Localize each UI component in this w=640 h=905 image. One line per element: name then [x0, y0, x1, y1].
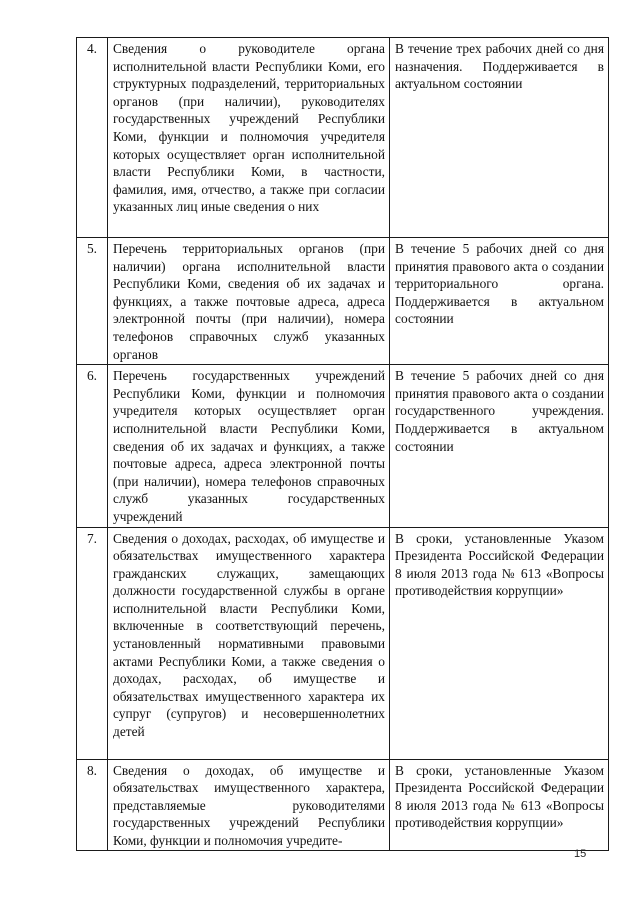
row-description: Перечень территориальных органов (при наличии) органа исполнительной власти Республики Коми, сведения об их задачах и функциях, а также почтовые адреса, адреса электронной почты (при наличии), номера телефонов справочных служб указанных органов	[108, 238, 390, 365]
row-number: 7.	[77, 527, 108, 759]
table-row	[77, 365, 609, 527]
page-number: 15	[574, 848, 587, 860]
table-row	[77, 759, 609, 851]
row-number: 8.	[77, 759, 108, 851]
table-row	[77, 527, 609, 759]
row-number: 4.	[77, 38, 108, 238]
row-description: Сведения о доходах, расходах, об имуществе и обязательствах имущественного характера гражданских служащих, замещающих должности государственной службы в органе исполнительной власти Республики Коми, включенные в соответствующий перечень, установленный нормативными правовыми актами Республики Коми, а также сведения о доходах, расходах, об имуществе и обязательствах имущественного характера их супруг (супругов) и несовершеннолетних детей	[108, 527, 390, 759]
row-description: Сведения о доходах, об имуществе и обязательствах имущественного характера, представляемые руководителями государственных учреждений Республики Коми, функции и полномочия учредите-	[108, 759, 390, 851]
row-number: 6.	[77, 365, 108, 527]
table-row	[77, 38, 609, 238]
row-term: В течение 5 рабочих дней со дня принятия правового акта о создании территориального органа. Поддерживается в актуальном состоянии	[390, 238, 609, 365]
row-description: Сведения о руководителе органа исполнительной власти Республики Коми, его структурных подразделений, территориальных органов (при наличии), руководителях государственных учреждений Республики Коми, функции и полномочия учредителя которых осуществляет орган исполнительной власти Республики Коми, в частности, фамилия, имя, отчество, а также при согласии указанных лиц иные сведения о них	[108, 38, 390, 238]
table-row	[77, 238, 609, 365]
row-term: В сроки, установленные Указом Президента Российской Федерации 8 июля 2013 года № 613 «Вопросы противодействия коррупции»	[390, 759, 609, 851]
document-table	[76, 37, 609, 851]
row-number: 5.	[77, 238, 108, 365]
row-term: В течение трех рабочих дней со дня назначения. Поддерживается в актуальном состоянии	[390, 38, 609, 238]
row-description: Перечень государственных учреждений Республики Коми, функции и полномочия учредителя которых осуществляет орган исполнительной власти Республики Коми, сведения об их задачах и функциях, а также почтовые адреса, адреса электронной почты (при наличии), номера телефонов справочных служб указанных государственных учреждений	[108, 365, 390, 527]
row-term: В течение 5 рабочих дней со дня принятия правового акта о создании государственного учреждения. Поддерживается в актуальном состоянии	[390, 365, 609, 527]
row-term: В сроки, установленные Указом Президента Российской Федерации 8 июля 2013 года № 613 «Вопросы противодействия коррупции»	[390, 527, 609, 759]
